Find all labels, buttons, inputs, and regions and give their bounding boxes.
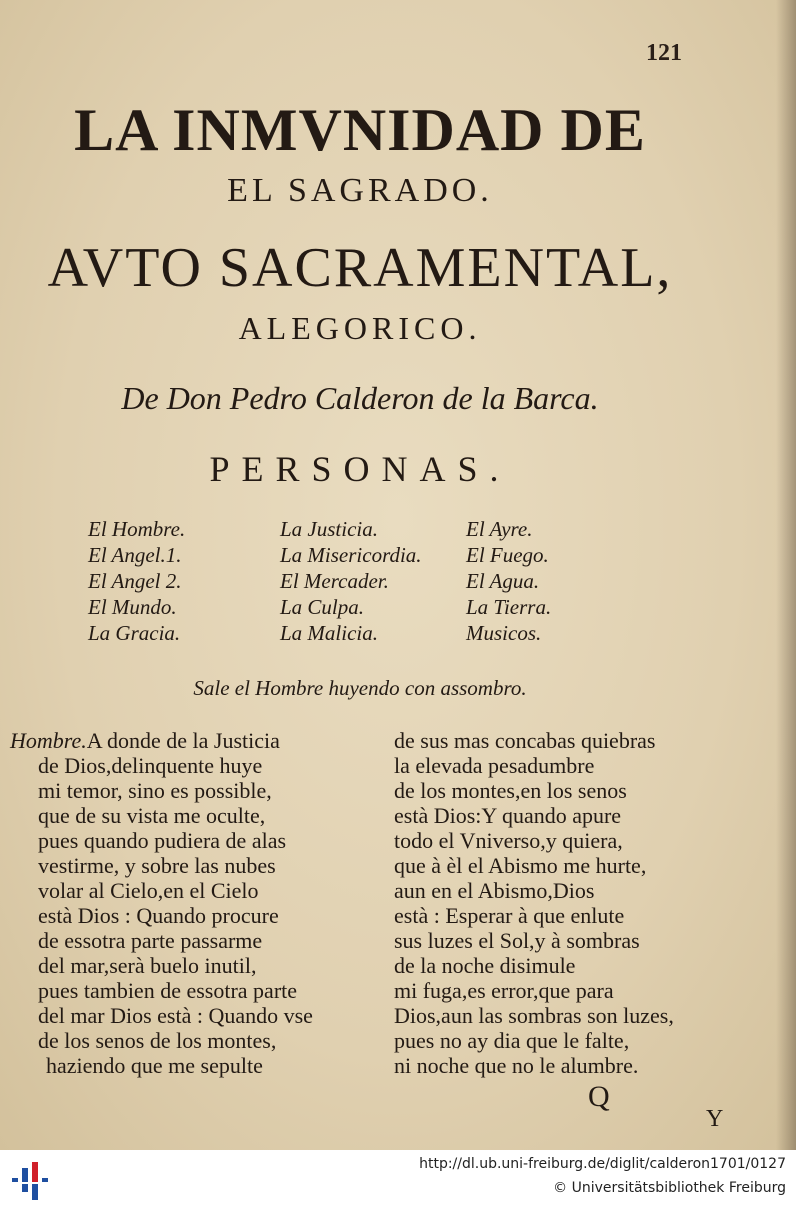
copyright-notice: © Universitätsbibliothek Freiburg [553,1180,786,1196]
library-logo-icon [8,1158,54,1202]
cast-member: La Culpa. [280,595,365,619]
cast-column-1 [88,516,185,646]
verse-line: sus luzes el Sol,y à sombras [394,928,640,953]
verse-line: aun en el Abismo,Dios [394,878,595,903]
cast-column-3 [466,516,551,646]
footer-bar [0,1150,796,1207]
verse-line: Dios,aun las sombras son luzes, [394,1003,674,1028]
verse-line: vestirme, y sobre las nubes [38,853,276,878]
verse-line: pues no ay dia que le falte, [394,1028,630,1053]
cast-column-2 [280,516,422,646]
verse-line: està Dios : Quando procure [38,903,279,928]
signature-mark: Y [706,1106,724,1132]
cast-member: La Misericordia. [280,543,422,567]
verse-line: mi temor, sino es possible, [38,778,272,803]
verse-line: ni noche que no le alumbre. [394,1053,639,1078]
personas-heading: PERSONAS. [209,449,511,489]
title-line-2: EL SAGRADO. [227,172,493,209]
verse-line: la elevada pesadumbre [394,753,595,778]
author-line: De Don Pedro Calderon de la Barca. [121,380,599,416]
source-url[interactable]: http://dl.ub.uni-freiburg.de/diglit/calderon1701/0127 [419,1156,786,1172]
cast-member: El Angel 2. [88,569,182,593]
cast-member: Musicos. [466,621,542,645]
catchword: Q [588,1080,610,1113]
verse-line: A donde de la Justicia [86,728,280,753]
cast-member: La Tierra. [466,595,552,619]
cast-member: La Gracia. [88,621,181,645]
stage-direction: Sale el Hombre huyendo con assombro. [193,676,527,700]
verse-column-right [394,728,674,1078]
verse-line: està : Esperar à que enlute [394,903,625,928]
page-number: 121 [646,40,682,66]
verse-line: todo el Vniverso,y quiera, [394,828,623,853]
verse-line: de sus mas concabas quiebras [394,728,656,753]
verse-line: està Dios:Y quando apure [394,803,622,828]
verse-line: de los montes,en los senos [394,778,627,803]
cast-member: La Justicia. [280,517,378,541]
cast-member: El Mundo. [88,595,177,619]
verse-line: haziendo que me sepulte [46,1053,263,1078]
verse-line-first [10,728,313,753]
verse-line: de Dios,delinquente huye [38,753,263,778]
title-line-1: LA INMVNIDAD DE [74,97,646,163]
verse-line: de los senos de los montes, [38,1028,277,1053]
verse-line: que à èl el Abismo me hurte, [394,853,647,878]
cast-member: El Agua. [466,569,540,593]
page-edge-shadow [776,0,796,1150]
verse-line: de la noche disimule [394,953,576,978]
speaker-name: Hombre. [10,728,87,753]
verse-line: del mar,serà buelo inutil, [38,953,257,978]
title-line-4: ALEGORICO. [238,310,482,346]
verse-line: que de su vista me oculte, [38,803,266,828]
verse-line: pues tambien de essotra parte [38,978,298,1003]
cast-member: El Ayre. [466,517,533,541]
title-line-3: AVTO SACRAMENTAL, [47,237,673,299]
verse-line: volar al Cielo,en el Cielo [38,878,259,903]
cast-member: La Malicia. [280,621,378,645]
verse-line: mi fuga,es error,que para [394,978,614,1003]
verse-line: pues quando pudiera de alas [38,828,287,853]
cast-member: El Mercader. [280,569,389,593]
verse-line: de essotra parte passarme [38,928,263,953]
verse-line: del mar Dios està : Quando vse [38,1003,313,1028]
verse-column-left [10,728,313,1078]
cast-member: El Angel.1. [88,543,182,567]
cast-member: El Fuego. [466,543,549,567]
cast-member: El Hombre. [88,517,186,541]
